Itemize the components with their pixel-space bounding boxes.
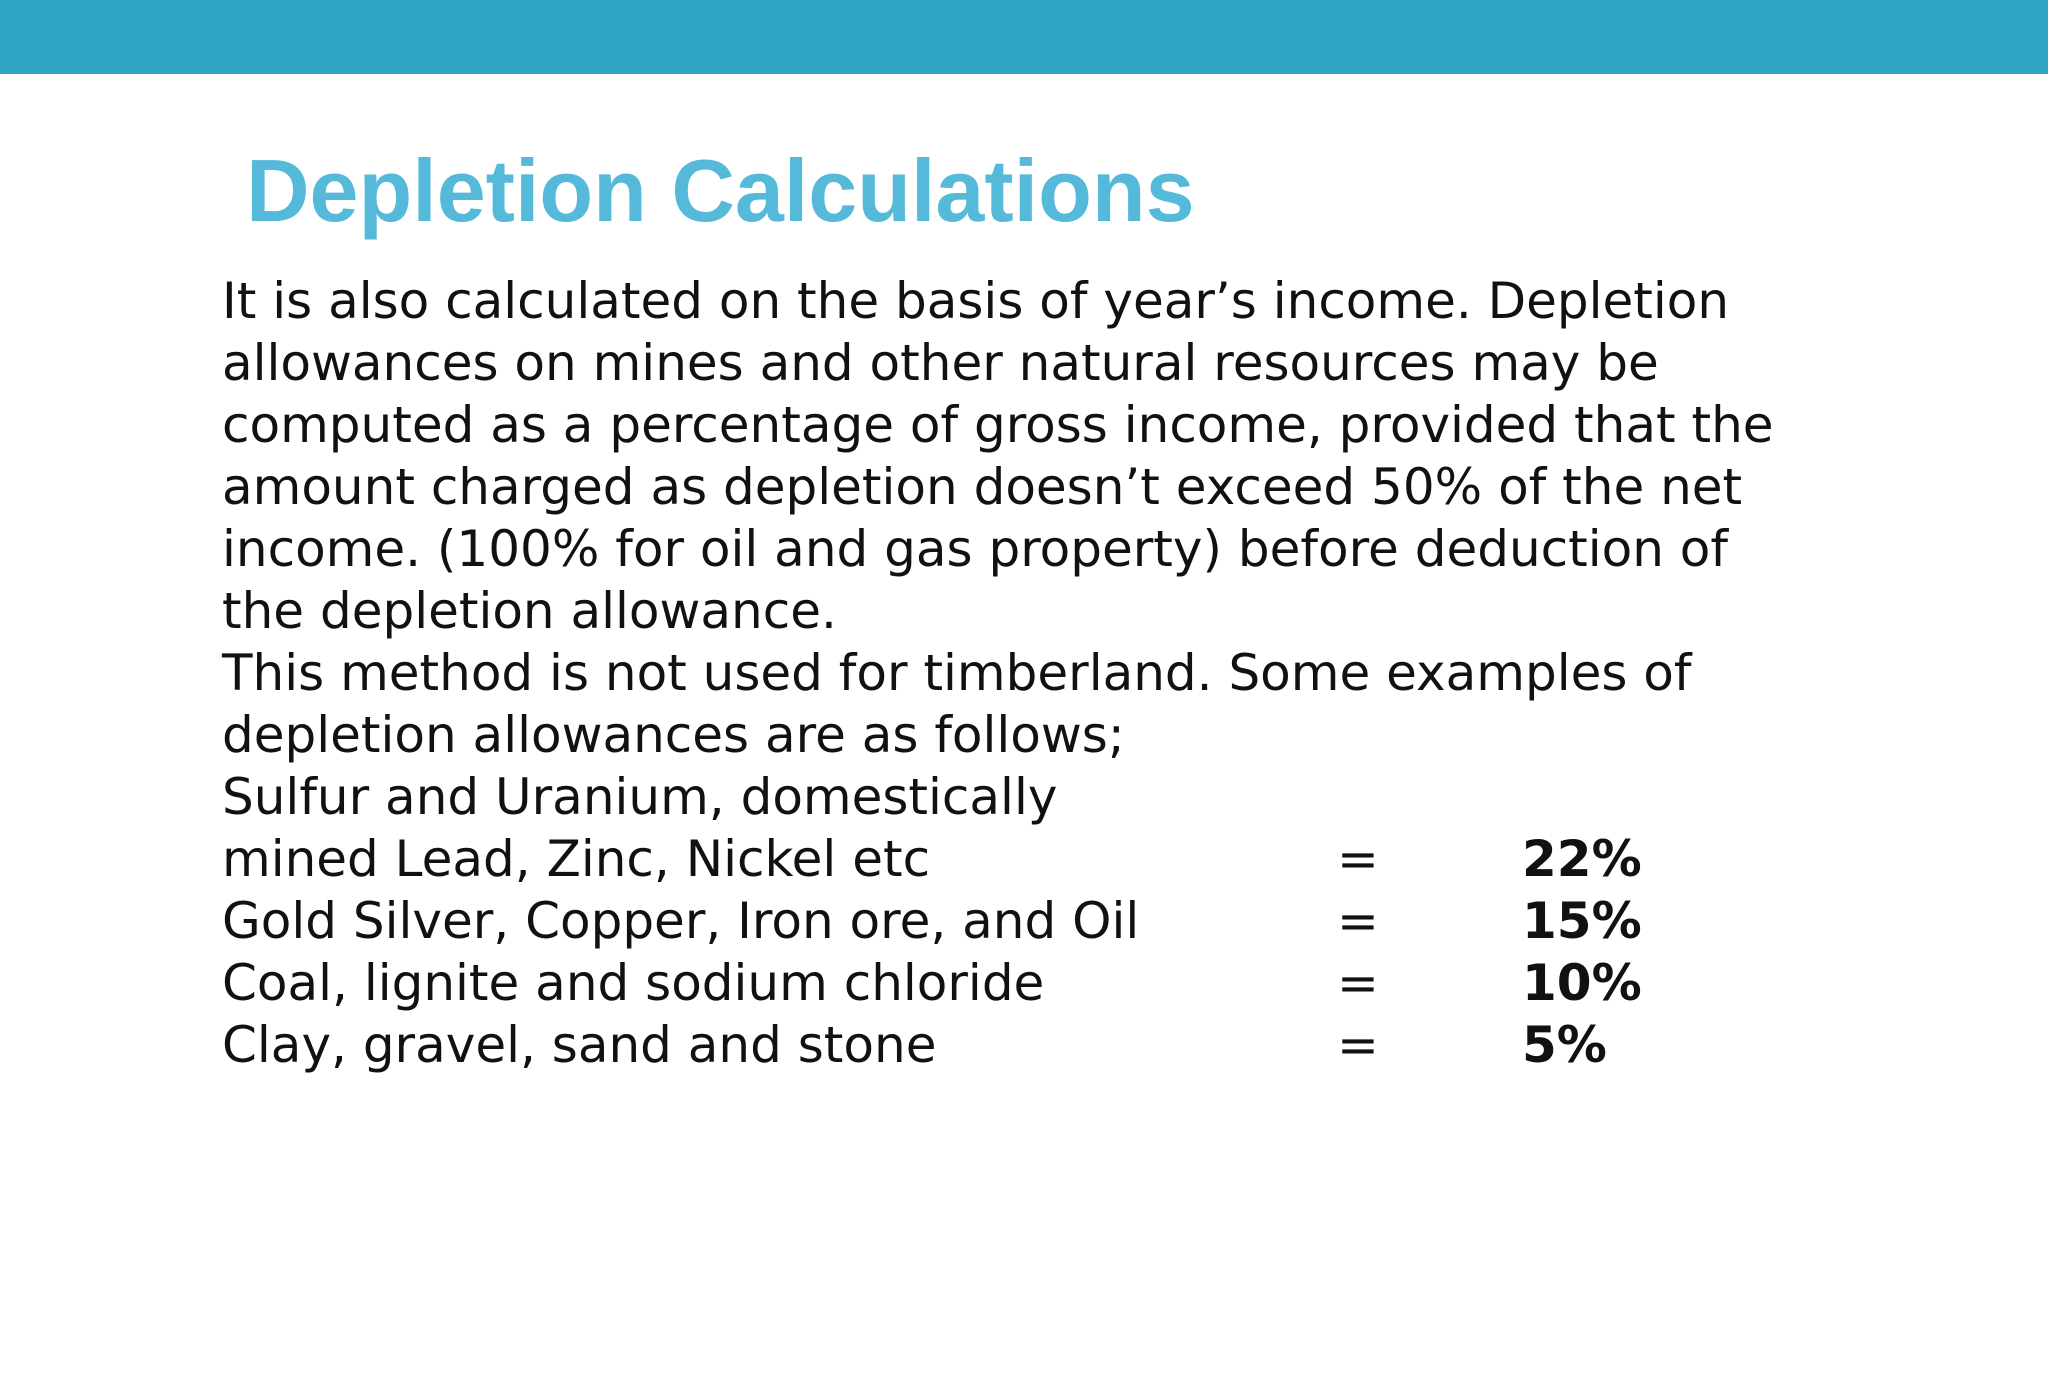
allowance-label: Coal, lignite and sodium chloride xyxy=(222,954,1045,1012)
paragraph-line: allowances on mines and other natural resources may be xyxy=(222,334,1659,392)
paragraph-line: depletion allowances are as follows; xyxy=(222,706,1125,764)
allowance-percent: 22% xyxy=(1522,830,1642,888)
allowance-percent: 15% xyxy=(1522,892,1642,950)
paragraph-line: It is also calculated on the basis of year’s income. Depletion xyxy=(222,272,1730,330)
allowance-row xyxy=(222,1014,1942,1076)
allowance-label: Clay, gravel, sand and stone xyxy=(222,1016,937,1074)
slide-title: Depletion Calculations xyxy=(246,141,1195,240)
allowance-label: Gold Silver, Copper, Iron ore, and Oil xyxy=(222,892,1140,950)
allowance-percent: 5% xyxy=(1522,1016,1607,1074)
paragraph-line: computed as a percentage of gross income, provided that the xyxy=(222,396,1774,454)
allowance-row xyxy=(222,828,1942,890)
allowance-percent: 10% xyxy=(1522,954,1642,1012)
allowance-label: mined Lead, Zinc, Nickel etc xyxy=(222,830,931,888)
allowance-pre-line: Sulfur and Uranium, domestically xyxy=(222,768,1058,826)
equals-sign: = xyxy=(1337,892,1379,950)
paragraph-line: amount charged as depletion doesn’t exceed 50% of the net xyxy=(222,458,1743,516)
paragraph-line: income. (100% for oil and gas property) before deduction of xyxy=(222,520,1728,578)
header-bar xyxy=(0,0,2048,74)
paragraph-line: This method is not used for timberland. Some examples of xyxy=(222,644,1692,702)
slide-body xyxy=(222,270,1942,1076)
allowance-row xyxy=(222,890,1942,952)
equals-sign: = xyxy=(1337,830,1379,888)
equals-sign: = xyxy=(1337,954,1379,1012)
paragraph-line: the depletion allowance. xyxy=(222,582,837,640)
allowance-row xyxy=(222,952,1942,1014)
equals-sign: = xyxy=(1337,1016,1379,1074)
